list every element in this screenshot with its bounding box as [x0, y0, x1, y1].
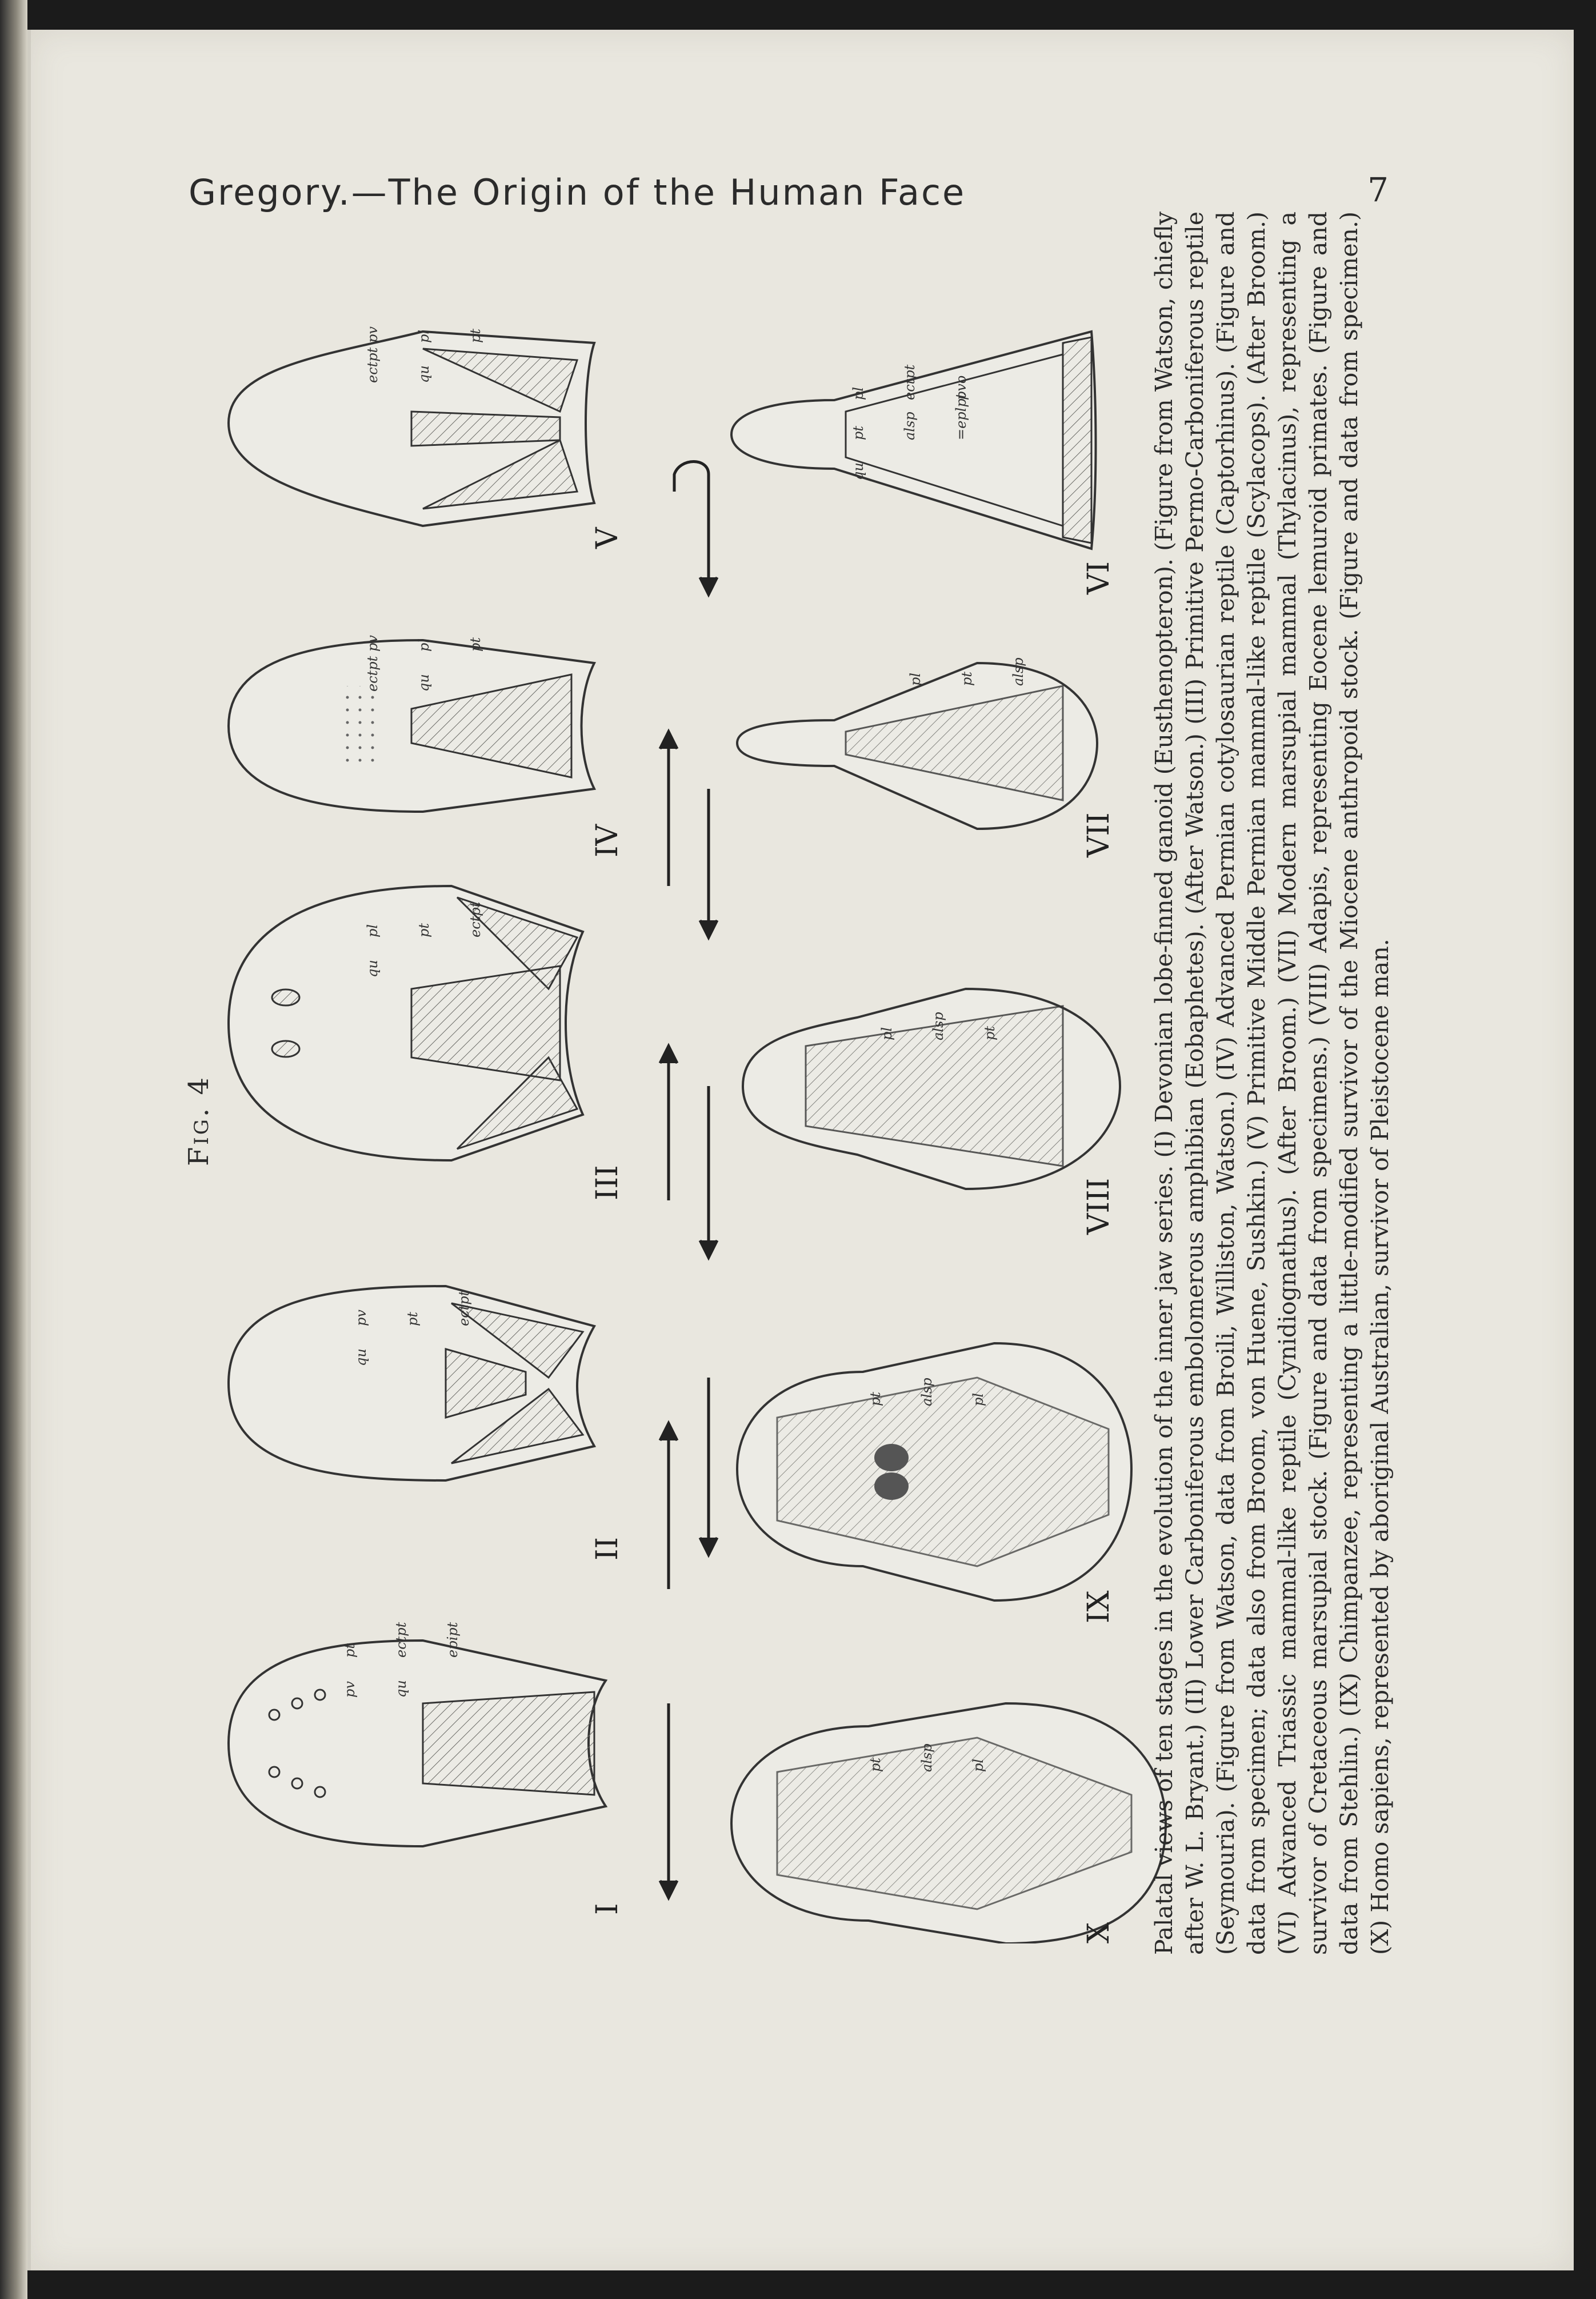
- anatomical-label: qu: [850, 462, 866, 480]
- anatomical-label: pt: [342, 1643, 358, 1658]
- stage-numeral-6: VI: [1082, 561, 1116, 594]
- anatomical-label: pv: [353, 1310, 369, 1326]
- stage-numeral-9: IX: [1082, 1590, 1116, 1623]
- anatomical-label: pt: [467, 328, 483, 343]
- anatomical-label: alsp: [1010, 657, 1026, 686]
- anatomical-label: qu: [393, 1680, 409, 1698]
- anatomical-label: alsp: [930, 1012, 946, 1040]
- anatomical-label: qu: [353, 1348, 369, 1366]
- anatomical-label: qu: [365, 960, 381, 977]
- anatomical-label: pl: [850, 386, 866, 400]
- anatomical-label: alsp: [919, 1378, 935, 1406]
- anatomical-label: pv: [342, 1681, 358, 1698]
- page-number: 7: [1367, 170, 1389, 209]
- stage-numeral-7: VII: [1082, 812, 1116, 857]
- anatomical-label: pv: [365, 326, 381, 343]
- anatomical-label: pt: [467, 637, 483, 652]
- stage-numeral-10: X: [1082, 1922, 1116, 1943]
- anatomical-label: pl: [416, 638, 432, 652]
- anatomical-label: pl: [907, 672, 923, 686]
- figure-label: Fig. 4: [183, 1075, 215, 1166]
- anatomical-label: ectpt: [365, 347, 381, 383]
- stage-numeral-2: II: [590, 1536, 625, 1560]
- evolution-arrows: [660, 462, 717, 1898]
- skull-stage-10: [731, 1703, 1166, 1943]
- skull-stage-1: [229, 1641, 606, 1846]
- anatomical-label: pt: [850, 425, 866, 440]
- anatomical-label: ectpt: [393, 1622, 409, 1658]
- skull-stage-5: [229, 329, 594, 526]
- anatomical-label: ectpt: [365, 656, 381, 692]
- anatomical-label: pl: [365, 924, 381, 937]
- anatomical-label: qu: [416, 365, 432, 383]
- anatomical-label: pt: [867, 1391, 883, 1406]
- anatomical-label: pl: [970, 1392, 986, 1406]
- skull-stage-7: [737, 663, 1097, 829]
- skull-stage-4: [229, 640, 594, 812]
- anatomical-label: pl: [416, 329, 432, 343]
- anatomical-label: pt: [867, 1757, 883, 1772]
- anatomical-label: pt: [416, 923, 432, 937]
- anatomical-label: alsp: [919, 1743, 935, 1772]
- stage-numeral-3: III: [590, 1165, 625, 1200]
- figure-caption: Palatal views of ten stages in the evolution of the inner jaw series. (I) Devonian lobe-finned ganoid (Eusthenopteron). (Figure from Watson, chiefly after W. L. Bryant.) (II) Lower Carboniferous embolomerous amphibian (Eobaphetes). (After Watson.) (III) Primitive Permo-Carboniferous reptile (Seymouria). (Figure from Watson, data from Broili, Williston, Watson.) (IV) Advanced Permian cotylosaurian reptile (Captorhinus). (Figure and data from specimen; data also from Broom, von Huene, Sushkin.) (V) Primitive Middle Permian mammal-like reptile (Scylacops). (After Broom.) (VI) Advanced Triassic mammal-like reptile (Cynidiognathus). (After Broom.) (VII) Modern marsupial mammal (Thylacinus), representing a survivor of Cretaceous marsupial stock. (Figure and data from specimens.) (VIII) Adapis, representing Eocene lemuroid primates. (Figure and data from Stehlin.) (IX) Chimpanzee, representing a little-modified survivor of the Miocene anthropoid stock. (Figure and data from specimen.) (X) Homo sapiens, represented by aboriginal Australian, survivor of Pleistocene man.: [1150, 211, 1394, 1955]
- stage-numeral-5: V: [590, 527, 625, 549]
- stage-numeral-1: I: [590, 1903, 625, 1915]
- anatomical-label: pl: [970, 1758, 986, 1772]
- anatomical-label: ectpt: [467, 901, 483, 937]
- stage-numeral-4: IV: [590, 824, 625, 857]
- book-spine: [0, 0, 27, 2299]
- anatomical-label: ectpt: [456, 1290, 472, 1326]
- running-title: Gregory.—The Origin of the Human Face: [189, 171, 966, 213]
- anatomical-label: pl: [879, 1027, 895, 1040]
- anatomical-label: pv: [365, 635, 381, 652]
- running-header: [189, 160, 1389, 217]
- anatomical-label: pt: [982, 1025, 998, 1040]
- anatomical-label: ectpt: [902, 364, 918, 400]
- anatomical-label: epipt: [445, 1622, 461, 1658]
- anatomical-label: =eplpt: [953, 393, 969, 440]
- stage-numeral-8: VIII: [1082, 1178, 1116, 1235]
- skull-stage-3: [229, 886, 583, 1160]
- anatomical-label: pt: [959, 671, 975, 686]
- anatomical-label: pt: [405, 1311, 421, 1326]
- anatomical-label: alsp: [902, 412, 918, 440]
- anatomical-label: qu: [416, 674, 432, 692]
- anatomical-label: pvo: [953, 375, 969, 400]
